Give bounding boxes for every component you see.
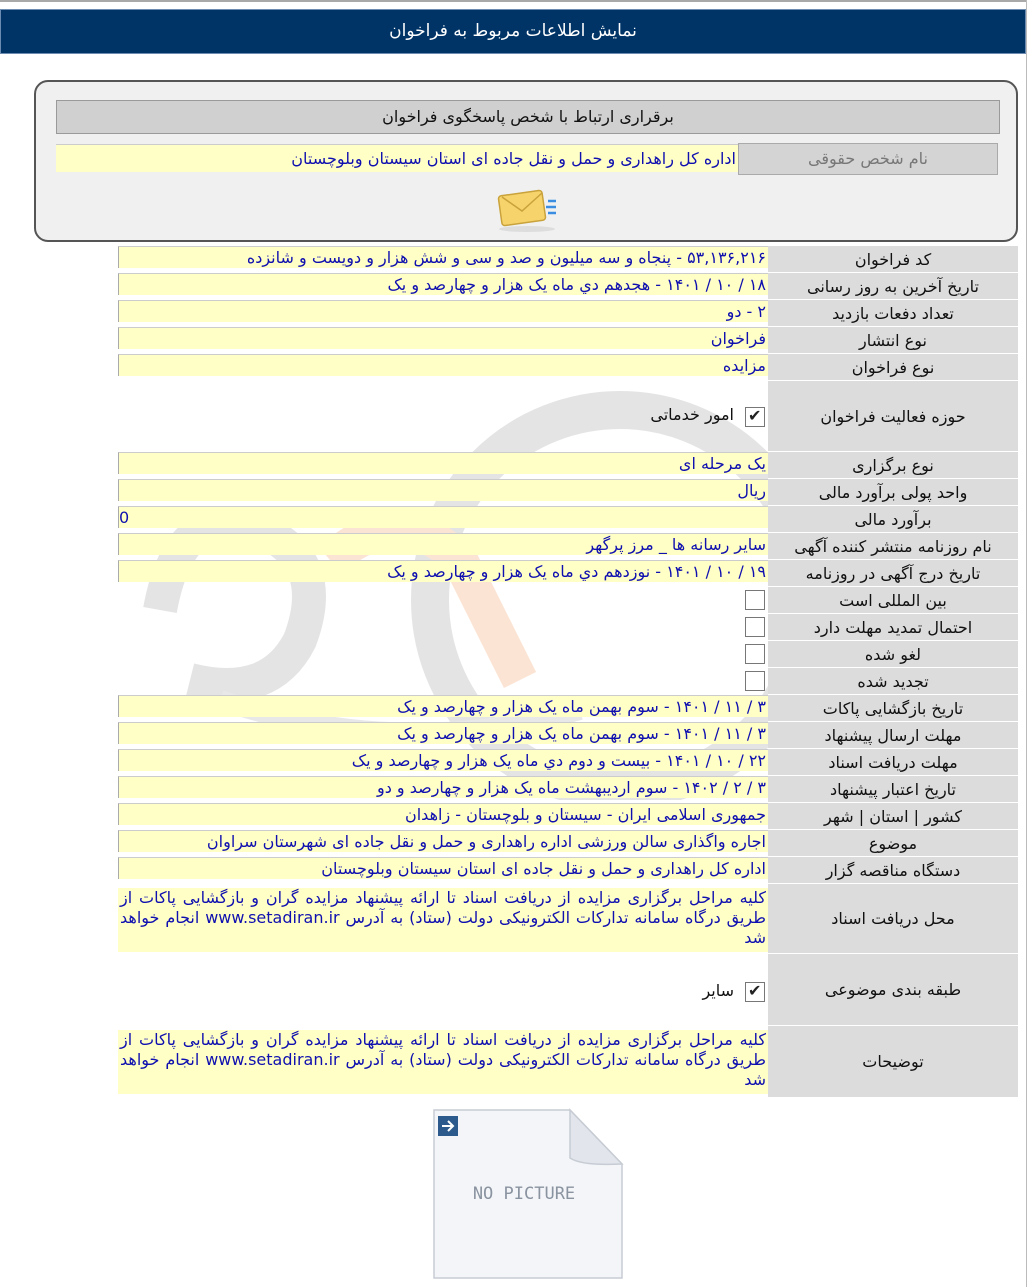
row-publish-type <box>118 327 1018 354</box>
row-doc-place <box>118 884 1018 954</box>
row-label: مهلت ارسال پیشنهاد <box>768 722 1018 749</box>
scrollbar[interactable] <box>1026 0 1036 1287</box>
row-label: نوع انتشار <box>768 327 1018 354</box>
row-opening-date <box>118 695 1018 722</box>
row-organizer <box>118 857 1018 884</box>
no-picture-image <box>432 1108 624 1280</box>
row-value: 0 <box>118 506 768 528</box>
row-value: ۱۹ / ۱۰ / ۱۴۰۱ - نوزدهم دي ماه یک هزار و چهارصد و یک <box>118 560 768 582</box>
activity-checkbox[interactable] <box>745 407 765 427</box>
row-label: نام روزنامه منتشر کننده آگهی <box>768 533 1018 560</box>
row-international <box>118 587 1018 614</box>
row-category <box>118 954 1018 1026</box>
row-value: یک مرحله ای <box>118 452 768 474</box>
row-submit-deadline <box>118 722 1018 749</box>
row-newspaper <box>118 533 1018 560</box>
contact-label: نام شخص حقوقی <box>738 143 998 175</box>
contact-panel <box>34 80 1018 242</box>
row-location <box>118 803 1018 830</box>
row-cancelled <box>118 641 1018 668</box>
row-value: جمهوری اسلامی ایران - سیستان و بلوچستان - زاهدان <box>118 803 768 825</box>
row-label: تاریخ آخرین به روز رسانی <box>768 273 1018 300</box>
doc-place-text: کلیه مراحل برگزاری مزایده از دریافت اسناد تا ارائه پیشنهاد مزایده گران و بازگشایی پاکات از طریق درگاه سامانه تدارکات الکترونیکی دولت (ستاد) به آدرس www.setadiran.ir انجام خواهد شد <box>118 888 768 952</box>
row-value: ۳ / ۲ / ۱۴۰۲ - سوم اردیبهشت ماه یک هزار و چهارصد و دو <box>118 776 768 798</box>
row-label: توضیحات <box>768 1026 1018 1098</box>
page-header: نمایش اطلاعات مربوط به فراخوان <box>0 9 1026 54</box>
row-value: اجاره واگذاری سالن ورزشی اداره راهداری و حمل و نقل جاده ای شهرستان سراوان <box>118 830 768 852</box>
row-label: کشور | استان | شهر <box>768 803 1018 830</box>
cancelled-checkbox[interactable] <box>745 644 765 664</box>
row-value: ۳ / ۱۱ / ۱۴۰۱ - سوم بهمن ماه یک هزار و چهارصد و یک <box>118 722 768 744</box>
row-code <box>118 246 1018 273</box>
category-text: سایر <box>702 981 734 1000</box>
row-label: لغو شده <box>768 641 1018 668</box>
mail-icon[interactable] <box>494 187 560 237</box>
no-picture-label: NO PICTURE <box>472 1184 576 1204</box>
international-checkbox[interactable] <box>745 590 765 610</box>
row-activity <box>118 381 1018 452</box>
row-value: ریال <box>118 479 768 501</box>
row-label: تاریخ اعتبار پیشنهاد <box>768 776 1018 803</box>
row-value: اداره کل راهداری و حمل و نقل جاده ای استان سیستان وبلوچستان <box>118 857 768 879</box>
row-visits <box>118 300 1018 327</box>
row-call-type <box>118 354 1018 381</box>
row-value: ۵۳,۱۳۶,۲۱۶ - پنجاه و سه میلیون و صد و سی و شش هزار و دویست و شانزده <box>118 246 768 268</box>
row-label: نوع برگزاری <box>768 452 1018 479</box>
row-description <box>118 1026 1018 1098</box>
activity-text: امور خدماتی <box>650 405 734 424</box>
row-value: فراخوان <box>118 327 768 349</box>
row-label: حوزه فعالیت فراخوان <box>768 381 1018 452</box>
row-label: تاریخ درج آگهی در روزنامه <box>768 560 1018 587</box>
row-label: تاریخ بازگشایی پاکات <box>768 695 1018 722</box>
row-label: کد فراخوان <box>768 246 1018 273</box>
row-value: مزایده <box>118 354 768 376</box>
row-label: نوع فراخوان <box>768 354 1018 381</box>
contact-value: اداره کل راهداری و حمل و نقل جاده ای استان سیستان وبلوچستان <box>56 144 738 172</box>
contact-title: برقراری ارتباط با شخص پاسخگوی فراخوان <box>56 100 1000 134</box>
description-text: کلیه مراحل برگزاری مزایده از دریافت اسناد تا ارائه پیشنهاد مزایده گران و بازگشایی پاکات از طریق درگاه سامانه تدارکات الکترونیکی دولت (ستاد) به آدرس www.setadiran.ir انجام خواهد شد <box>118 1030 768 1094</box>
row-estimate <box>118 506 1018 533</box>
row-currency <box>118 479 1018 506</box>
row-renewed <box>118 668 1018 695</box>
row-value: ۳ / ۱۱ / ۱۴۰۱ - سوم بهمن ماه یک هزار و چهارصد و یک <box>118 695 768 717</box>
row-subject <box>118 830 1018 857</box>
renewed-checkbox[interactable] <box>745 671 765 691</box>
row-label: مهلت دریافت اسناد <box>768 749 1018 776</box>
category-checkbox[interactable] <box>745 982 765 1002</box>
row-label: احتمال تمدید مهلت دارد <box>768 614 1018 641</box>
row-value: ۱۸ / ۱۰ / ۱۴۰۱ - هجدهم دي ماه یک هزار و چهارصد و یک <box>118 273 768 295</box>
row-label: بین المللی است <box>768 587 1018 614</box>
row-last-update <box>118 273 1018 300</box>
row-value: ۲۲ / ۱۰ / ۱۴۰۱ - بیست و دوم دي ماه یک هزار و چهارصد و یک <box>118 749 768 771</box>
row-label: موضوع <box>768 830 1018 857</box>
row-label: تعداد دفعات بازدید <box>768 300 1018 327</box>
row-label: دستگاه مناقصه گزار <box>768 857 1018 884</box>
row-label: محل دریافت اسناد <box>768 884 1018 954</box>
extension-checkbox[interactable] <box>745 617 765 637</box>
row-label: طبقه بندی موضوعی <box>768 954 1018 1026</box>
row-ad-date <box>118 560 1018 587</box>
top-border <box>0 0 1036 2</box>
row-value: ۲ - دو <box>118 300 768 322</box>
row-validity <box>118 776 1018 803</box>
row-extension <box>118 614 1018 641</box>
row-label: تجدید شده <box>768 668 1018 695</box>
row-holding-type <box>118 452 1018 479</box>
row-label: واحد پولی برآورد مالی <box>768 479 1018 506</box>
row-doc-deadline <box>118 749 1018 776</box>
row-label: برآورد مالی <box>768 506 1018 533</box>
row-value: سایر رسانه ها _ مرز پرگهر <box>118 533 768 555</box>
